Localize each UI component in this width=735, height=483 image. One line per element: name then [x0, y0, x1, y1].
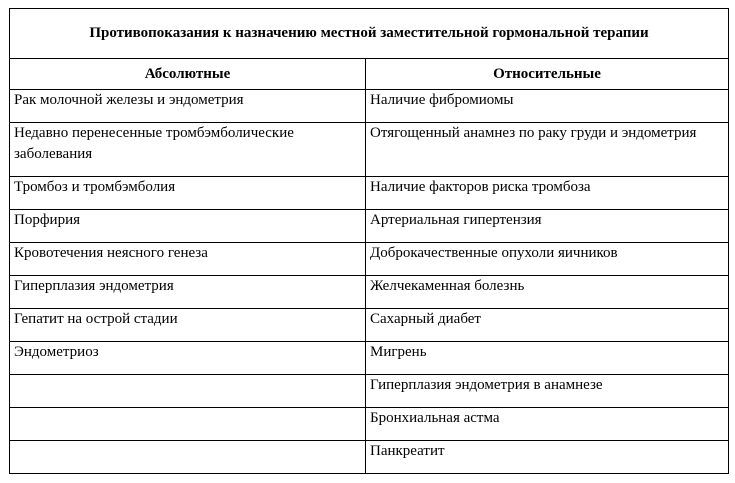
- table-row: [10, 276, 729, 309]
- absolute-cell: Недавно перенесенные тромбэмболические заболевания: [10, 123, 366, 177]
- absolute-cell: Порфирия: [10, 210, 366, 243]
- header-row: [10, 59, 729, 90]
- absolute-cell: Кровотечения неясного генеза: [10, 243, 366, 276]
- relative-cell: Сахарный диабет: [366, 309, 729, 342]
- table-row: [10, 375, 729, 408]
- relative-cell: Артериальная гипертензия: [366, 210, 729, 243]
- relative-cell: Наличие фибромиомы: [366, 90, 729, 123]
- contraindications-table: [9, 8, 729, 474]
- relative-cell: Желчекаменная болезнь: [366, 276, 729, 309]
- absolute-cell: Гиперплазия эндометрия: [10, 276, 366, 309]
- absolute-cell: Эндометриоз: [10, 342, 366, 375]
- table-row: [10, 408, 729, 441]
- relative-cell: Отягощенный анамнез по раку груди и эндометрия: [366, 123, 729, 177]
- relative-cell: Мигрень: [366, 342, 729, 375]
- table-row: [10, 243, 729, 276]
- relative-cell: Гиперплазия эндометрия в анамнезе: [366, 375, 729, 408]
- absolute-cell: [10, 441, 366, 474]
- table-row: [10, 123, 729, 177]
- table-row: [10, 90, 729, 123]
- absolute-cell: Тромбоз и тромбэмболия: [10, 177, 366, 210]
- relative-cell: Наличие факторов риска тромбоза: [366, 177, 729, 210]
- absolute-cell: [10, 375, 366, 408]
- column-header-relative: Относительные: [366, 59, 729, 90]
- table-row: [10, 210, 729, 243]
- relative-cell: Доброкачественные опухоли яичников: [366, 243, 729, 276]
- table-row: [10, 441, 729, 474]
- table-row: [10, 309, 729, 342]
- relative-cell: Бронхиальная астма: [366, 408, 729, 441]
- relative-cell: Панкреатит: [366, 441, 729, 474]
- absolute-cell: Рак молочной железы и эндометрия: [10, 90, 366, 123]
- table-title: Противопоказания к назначению местной заместительной гормональной терапии: [10, 9, 729, 59]
- column-header-absolute: Абсолютные: [10, 59, 366, 90]
- table-row: [10, 177, 729, 210]
- absolute-cell: Гепатит на острой стадии: [10, 309, 366, 342]
- absolute-cell: [10, 408, 366, 441]
- title-row: [10, 9, 729, 59]
- table-row: [10, 342, 729, 375]
